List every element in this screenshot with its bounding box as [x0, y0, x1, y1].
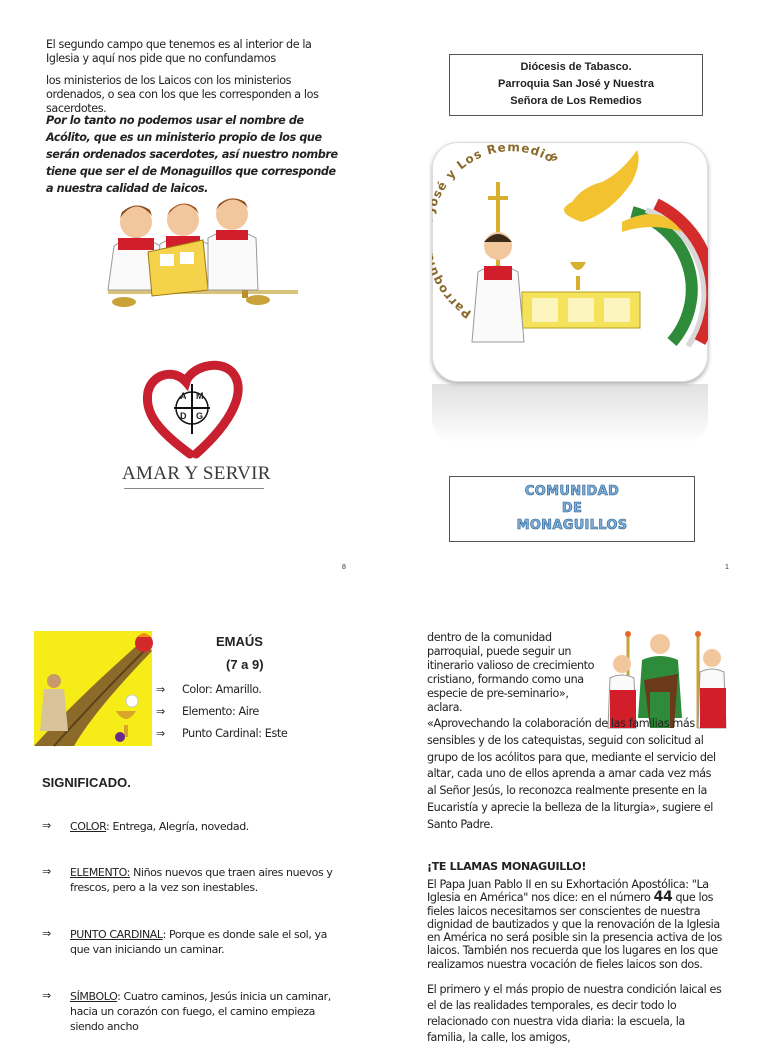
- amar-y-servir-logo-text: AMAR Y SERVIR: [122, 463, 271, 484]
- significado-item-element: ⇒ ELEMENTO: Niños nuevos que traen aires nuevos y frescos, pero a la vez son inestables.: [42, 866, 333, 894]
- page8-para3: Por lo tanto no podemos usar el nombre de Acólito, que es un ministerio propio de los que serán ordenados sacerdotes, así nuestro nombre tiene que ser el de Monaguillos que corresponde a nuestra calidad de laicos.: [46, 114, 338, 195]
- comunidad-line-3: MONAGUILLOS: [516, 518, 628, 533]
- emaus-bullet-list: [156, 683, 287, 741]
- page-number-1: 1: [725, 564, 729, 571]
- logo-underline: [124, 488, 264, 489]
- right-para2: «Aprovechando la colaboración de las familias más sensibles y de los catequistas, seguid con solicitud al grupo de los acólitos para que, mediante el servicio del altar, cada uno de ellos aprenda a amar cada vez más al Señor Jesús, lo reconozca realmente presente en la Eucaristía y aprecie la belleza de la liturgia», sugiere el Santo Padre.: [427, 717, 716, 831]
- amdg-letter-d: D: [180, 411, 187, 421]
- logo-arc-text: Parro é y Los Remedios: [433, 142, 561, 322]
- significado-item-color: ⇒ COLOR: Entrega, Alegría, novedad.: [42, 820, 249, 833]
- comunidad-title-box: [449, 476, 695, 542]
- arrow-icon: ⇒: [42, 820, 52, 832]
- right-para4: El primero y el más propio de nuestra condición laical es el de las realidades temporales, es decir todo lo relacionado con nuestra vida diaria: la escuela, la familia, la calle, los amigos,: [427, 983, 722, 1044]
- emaus-bullet-element: ⇒ Elemento: Aire: [156, 705, 259, 718]
- page-number-8: 8: [342, 564, 346, 571]
- page8-para1: El segundo campo que tenemos es al interior de la Iglesia y aquí nos pide que no confundamos: [46, 38, 312, 65]
- altar-boys-reading-illustration: [108, 190, 298, 320]
- arrow-icon: ⇒: [42, 866, 52, 878]
- amdg-heart-logo: [140, 362, 250, 462]
- emaus-bullet-color: ⇒ Color: Amarillo.: [156, 683, 262, 696]
- page8-para2: los ministerios de los Laicos con los ministerios ordenados, o sea con los que les corresponden a los sacerdotes.: [46, 74, 319, 115]
- arrow-icon: ⇒: [156, 728, 166, 740]
- arrow-icon: ⇒: [156, 684, 166, 696]
- emaus-bullet-cardinal: ⇒ Punto Cardinal: Este: [156, 727, 288, 740]
- emaus-illustration: [34, 631, 152, 746]
- monaguillo-heading: ¡TE LLAMAS MONAGUILLO!: [427, 860, 587, 873]
- logo-reflection: [432, 384, 708, 444]
- right-para3: El Papa Juan Pablo II en su Exhortación Apostólica: "La Iglesia en América" nos dice: en el número 44 que los fieles laicos necesitamos ser conscientes de nuestra dignidad de bautizados y que la renovación de la Iglesia en América no será posible sin la presencia activa de los laicos. También nos recuerda que los lugares en los que realizamos nuestra vocación de fieles laicos son dos.: [427, 878, 722, 971]
- significado-item-symbol: ⇒ SÍMBOLO: Cuatro caminos, Jesús inicia un caminar, hacia un corazón con fuego, el camino empieza siendo ancho: [42, 990, 331, 1033]
- significado-item-cardinal: ⇒ PUNTO CARDINAL: Porque es donde sale el sol, ya que van iniciando un caminar.: [42, 928, 327, 956]
- emaus-title: EMAÚS: [216, 634, 263, 649]
- title-line-2: Parroquia San José y Nuestra: [498, 78, 654, 90]
- significado-heading: SIGNIFICADO.: [42, 775, 131, 790]
- number-44: 44: [653, 889, 673, 906]
- emaus-ages: (7 a 9): [226, 657, 264, 672]
- arrow-icon: ⇒: [156, 706, 166, 718]
- amdg-letter-a: A: [180, 391, 187, 401]
- right-para1: dentro de la comunidad parroquial, puede seguir un itinerario valioso de crecimiento cristiano, formando como una especie de pre-seminario», aclara.: [427, 631, 595, 714]
- arrow-icon: ⇒: [42, 990, 52, 1002]
- arrow-icon: ⇒: [42, 928, 52, 940]
- parish-logo: [432, 142, 708, 382]
- comunidad-line-1: COMUNIDAD: [524, 484, 620, 499]
- amdg-letter-m: M: [196, 391, 204, 401]
- comunidad-line-2: DE: [561, 501, 583, 516]
- parish-title-box: [449, 54, 703, 116]
- amdg-letter-g: G: [196, 411, 204, 421]
- title-line-1: Diócesis de Tabasco.: [520, 61, 632, 73]
- title-line-3: Señora de Los Remedios: [510, 95, 642, 107]
